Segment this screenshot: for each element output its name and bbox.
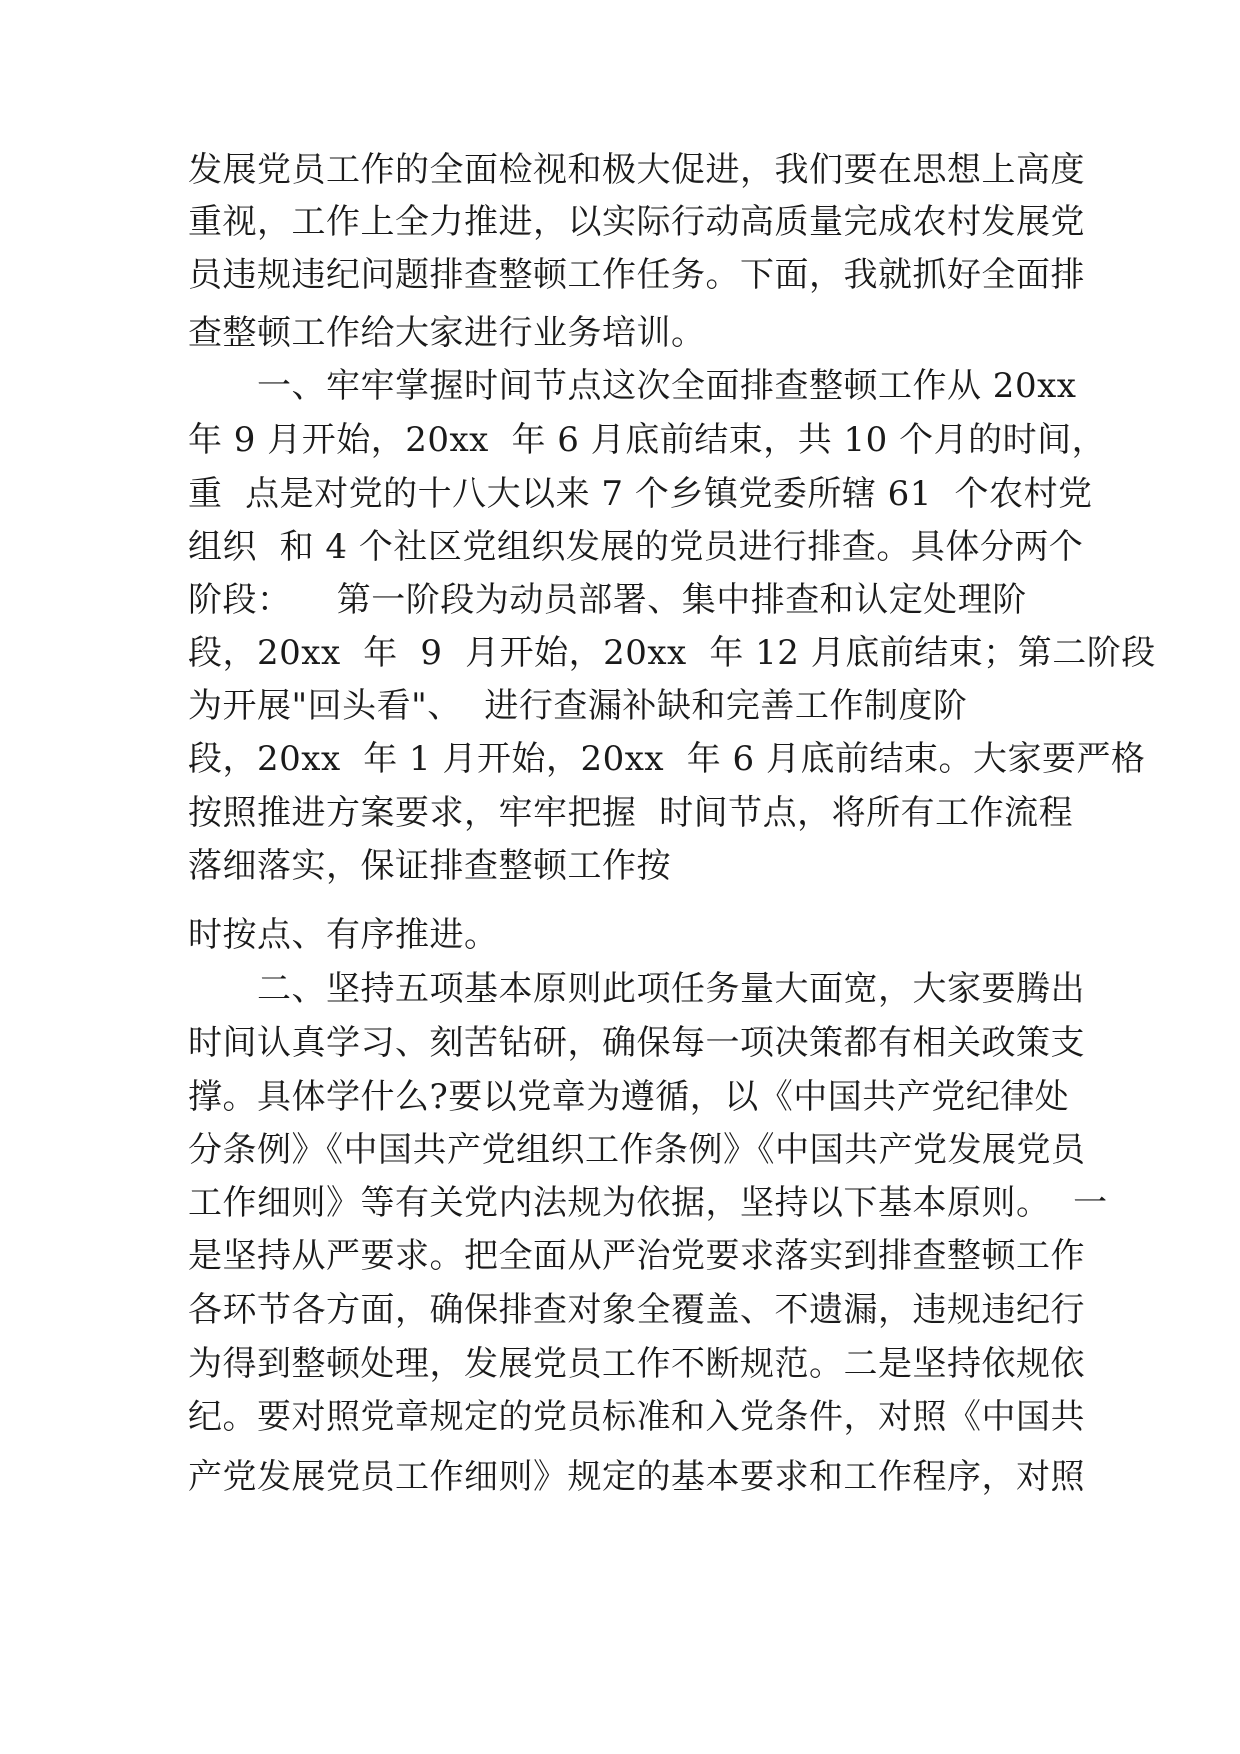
text-line: 组织 和 4 个社区党组织发展的党员进行排查。具体分两个 <box>188 527 1084 567</box>
text-line: 落细落实，保证排查整顿工作按 <box>188 846 671 886</box>
text-line: 为开展"回头看"、 进行查漏补缺和完善工作制度阶 <box>188 686 968 726</box>
text-line: 工作细则》等有关党内法规为依据，坚持以下基本原则。 一 <box>188 1183 1108 1223</box>
text-line: 查整顿工作给大家进行业务培训。 <box>188 313 706 353</box>
text-line: 发展党员工作的全面检视和极大促进，我们要在思想上高度 <box>188 150 1085 190</box>
text-line: 分条例》《中国共产党组织工作条例》《中国共产党发展党员 <box>188 1130 1086 1170</box>
text-line: 年 9 月开始，20xx 年 6 月底前结束，共 10 个月的时间， <box>188 420 1107 460</box>
text-line: 段，20xx 年 9 月开始，20xx 年 12 月底前结束；第二阶段 <box>188 633 1156 673</box>
text-line: 时间认真学习、刻苦钻研，确保每一项决策都有相关政策支 <box>188 1023 1085 1063</box>
text-line: 员违规违纪问题排查整顿工作任务。下面，我就抓好全面排 <box>188 255 1085 295</box>
text-line: 阶段： 第一阶段为动员部署、集中排查和认定处理阶 <box>188 580 1027 620</box>
text-line: 一、牢牢掌握时间节点这次全面排查整顿工作从 20xx <box>188 366 1077 406</box>
text-line: 重视，工作上全力推进，以实际行动高质量完成农村发展党 <box>188 202 1085 242</box>
text-line: 段，20xx 年 1 月开始，20xx 年 6 月底前结束。大家要严格 <box>188 739 1146 779</box>
text-line: 撑。具体学什么?要以党章为遵循，以《中国共产党纪律处 <box>188 1077 1070 1117</box>
text-line: 时按点、有序推进。 <box>188 915 499 955</box>
text-line: 产党发展党员工作细则》规定的基本要求和工作程序，对照 <box>188 1457 1085 1497</box>
text-line: 纪。要对照党章规定的党员标准和入党条件，对照《中国共 <box>188 1397 1085 1437</box>
text-line: 按照推进方案要求，牢牢把握 时间节点，将所有工作流程 <box>188 793 1074 833</box>
text-line: 是坚持从严要求。把全面从严治党要求落实到排查整顿工作 <box>188 1236 1085 1276</box>
text-line: 二、坚持五项基本原则此项任务量大面宽，大家要腾出 <box>188 969 1085 1009</box>
text-line: 为得到整顿处理，发展党员工作不断规范。二是坚持依规依 <box>188 1344 1085 1384</box>
text-line: 各环节各方面，确保排查对象全覆盖、不遗漏，违规违纪行 <box>188 1290 1085 1330</box>
text-line: 重 点是对党的十八大以来 7 个乡镇党委所辖 61 个农村党 <box>188 474 1093 514</box>
